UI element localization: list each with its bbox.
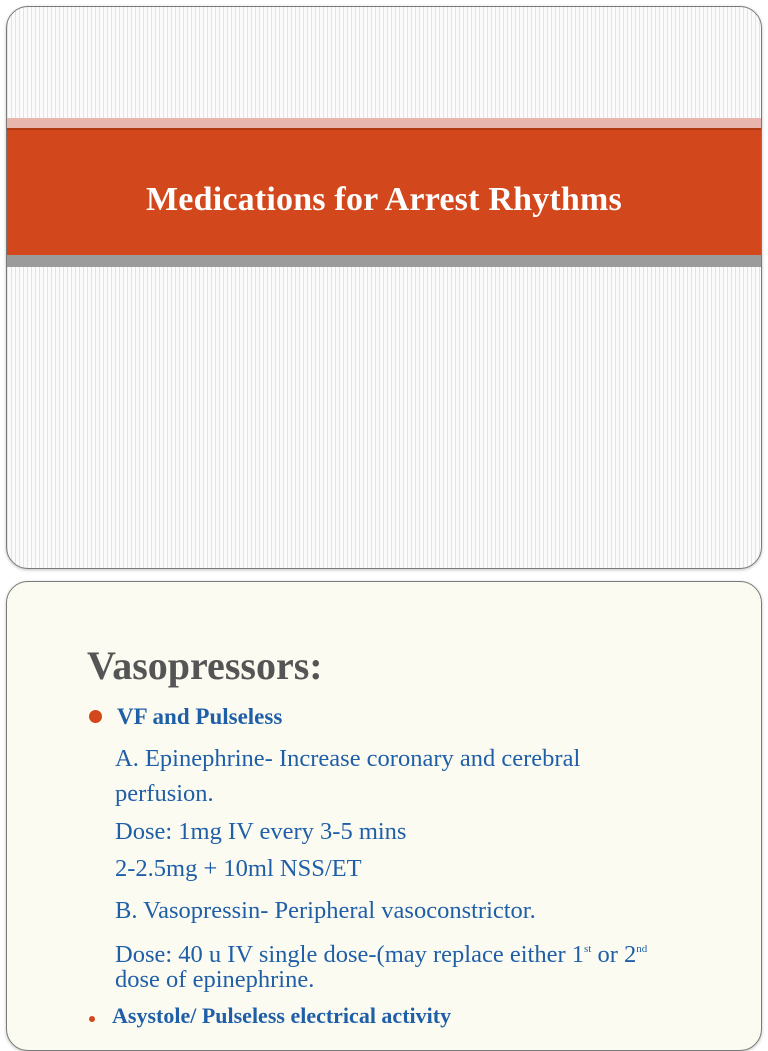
superscript: st xyxy=(583,943,592,955)
title-slide xyxy=(6,6,762,569)
text-line: Dose: 1mg IV every 3-5 mins xyxy=(115,818,407,845)
divider-stripe xyxy=(7,255,761,267)
bullet-item xyxy=(89,1003,451,1029)
slide-title: Medications for Arrest Rhythms xyxy=(146,180,622,218)
bullet-label: Asystole/ Pulseless electrical activity xyxy=(112,1003,452,1028)
text-line: B. Vasopressin- Peripheral vasoconstrictor. xyxy=(115,897,536,924)
content-slide xyxy=(6,581,762,1051)
bullet-dot-icon xyxy=(89,710,102,723)
slide-heading: Vasopressors: xyxy=(87,643,323,688)
superscript: nd xyxy=(636,943,648,955)
accent-stripe xyxy=(7,118,761,128)
text-line: dose of epinephrine. xyxy=(115,966,315,993)
text-line: 2-2.5mg + 10ml NSS/ET xyxy=(115,855,362,882)
text-line: A. Epinephrine- Increase coronary and cerebral xyxy=(115,745,581,772)
bullet-dot-icon xyxy=(89,1016,95,1022)
text-line: perfusion. xyxy=(115,780,214,807)
bullet-label: VF and Pulseless xyxy=(117,704,283,729)
bullet-item xyxy=(89,704,282,730)
title-band xyxy=(7,128,761,257)
dose-text: Dose: 40 u IV single dose-(may replace either 1 xyxy=(115,941,584,968)
dose-text: or 2 xyxy=(591,941,637,968)
